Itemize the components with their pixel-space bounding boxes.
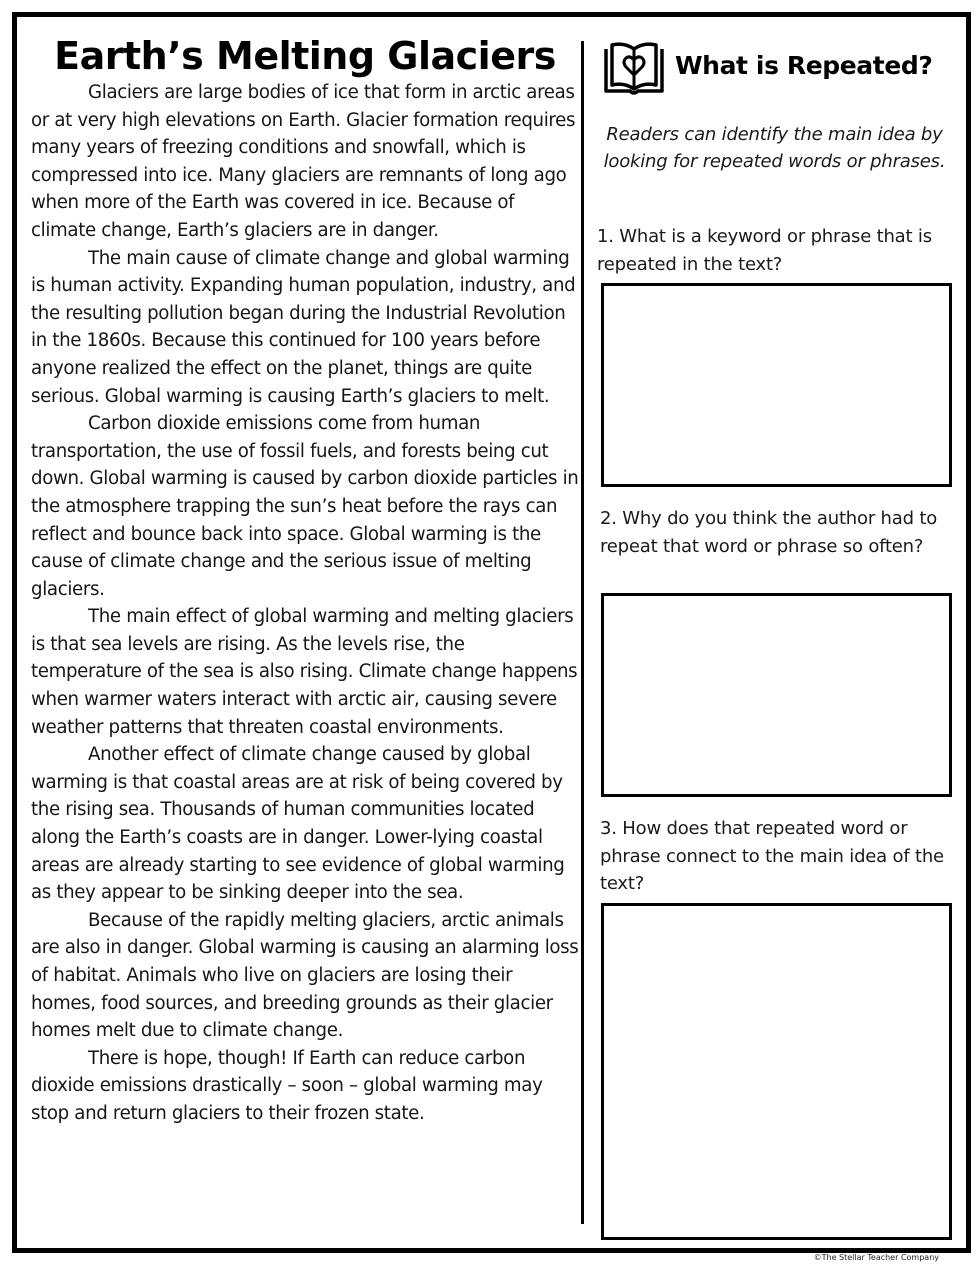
article-paragraph: Glaciers are large bodies of ice that form in arctic areas or at very high elevations on Earth. Glacier formation requires many years of freezing conditions and snowfall, which is compressed into ice. Many glaciers are remnants of long ago when more of the Earth was covered in ice. Because of climate change, Earth’s glaciers are in danger.: [31, 82, 576, 241]
article-column: [31, 27, 579, 1239]
question-3: 3. How does that repeated word or phrase connect to the main idea of the text?: [600, 818, 944, 894]
article-paragraph: Carbon dioxide emissions come from human transportation, the use of fossil fuels, and forests being cut down. Global warming is caused by carbon dioxide particles in the atmosphere trapping the sun’s heat before the rays can reflect and bounce back into space. Global warming is the cause of climate change and the serious issue of melting glaciers.: [31, 413, 579, 600]
sidebar-title: What is Repeated?: [675, 51, 933, 80]
worksheet-frame: [12, 12, 971, 1253]
book-heart-icon: [600, 39, 668, 99]
answer-box-3[interactable]: [601, 903, 952, 1240]
column-divider: [581, 41, 584, 1224]
answer-box-1[interactable]: [601, 283, 952, 487]
question-sidebar: [597, 27, 952, 1242]
sidebar-intro: Readers can identify the main idea by looking for repeated words or phrases.: [603, 124, 946, 172]
question-2: 2. Why do you think the author had to repeat that word or phrase so often?: [600, 508, 938, 557]
article-paragraph: There is hope, though! If Earth can reduce carbon dioxide emissions drastically – soon – global warming may stop and return glaciers to their frozen state.: [31, 1047, 543, 1124]
copyright-text: ©The Stellar Teacher Company: [813, 1253, 939, 1262]
answer-box-2[interactable]: [601, 593, 952, 797]
article-paragraph: Another effect of climate change caused by global warming is that coastal areas are at risk of being covered by the rising sea. Thousands of human communities located along the Earth’s coasts are in danger. Lower-lying coastal areas are already starting to see evidence of global warming as they appear to be sinking deeper into the sea.: [31, 744, 565, 904]
question-1: 1. What is a keyword or phrase that is repeated in the text?: [597, 226, 932, 275]
article-paragraph: The main cause of climate change and global warming is human activity. Expanding human population, industry, and the resulting pollution began during the Industrial Revolution in the 1860s. Because this continued for 100 years before anyone realized the effect on the planet, things are quite serious. Global warming is causing Earth’s glaciers to melt.: [31, 247, 576, 407]
article-body: [31, 79, 579, 1128]
article-paragraph: Because of the rapidly melting glaciers, arctic animals are also in danger. Global warming is causing an alarming loss of habitat. Animals who live on glaciers are losing their homes, food sources, and breeding grounds as their glacier homes melt due to climate change.: [31, 909, 579, 1042]
article-paragraph: The main effect of global warming and melting glaciers is that sea levels are rising. As the levels rise, the temperature of the sea is also rising. Climate change happens when warmer waters interact with arctic air, causing severe weather patterns that threaten coastal environments.: [31, 606, 578, 738]
sidebar-header: [597, 27, 952, 97]
article-title: Earth’s Melting Glaciers: [54, 34, 556, 78]
